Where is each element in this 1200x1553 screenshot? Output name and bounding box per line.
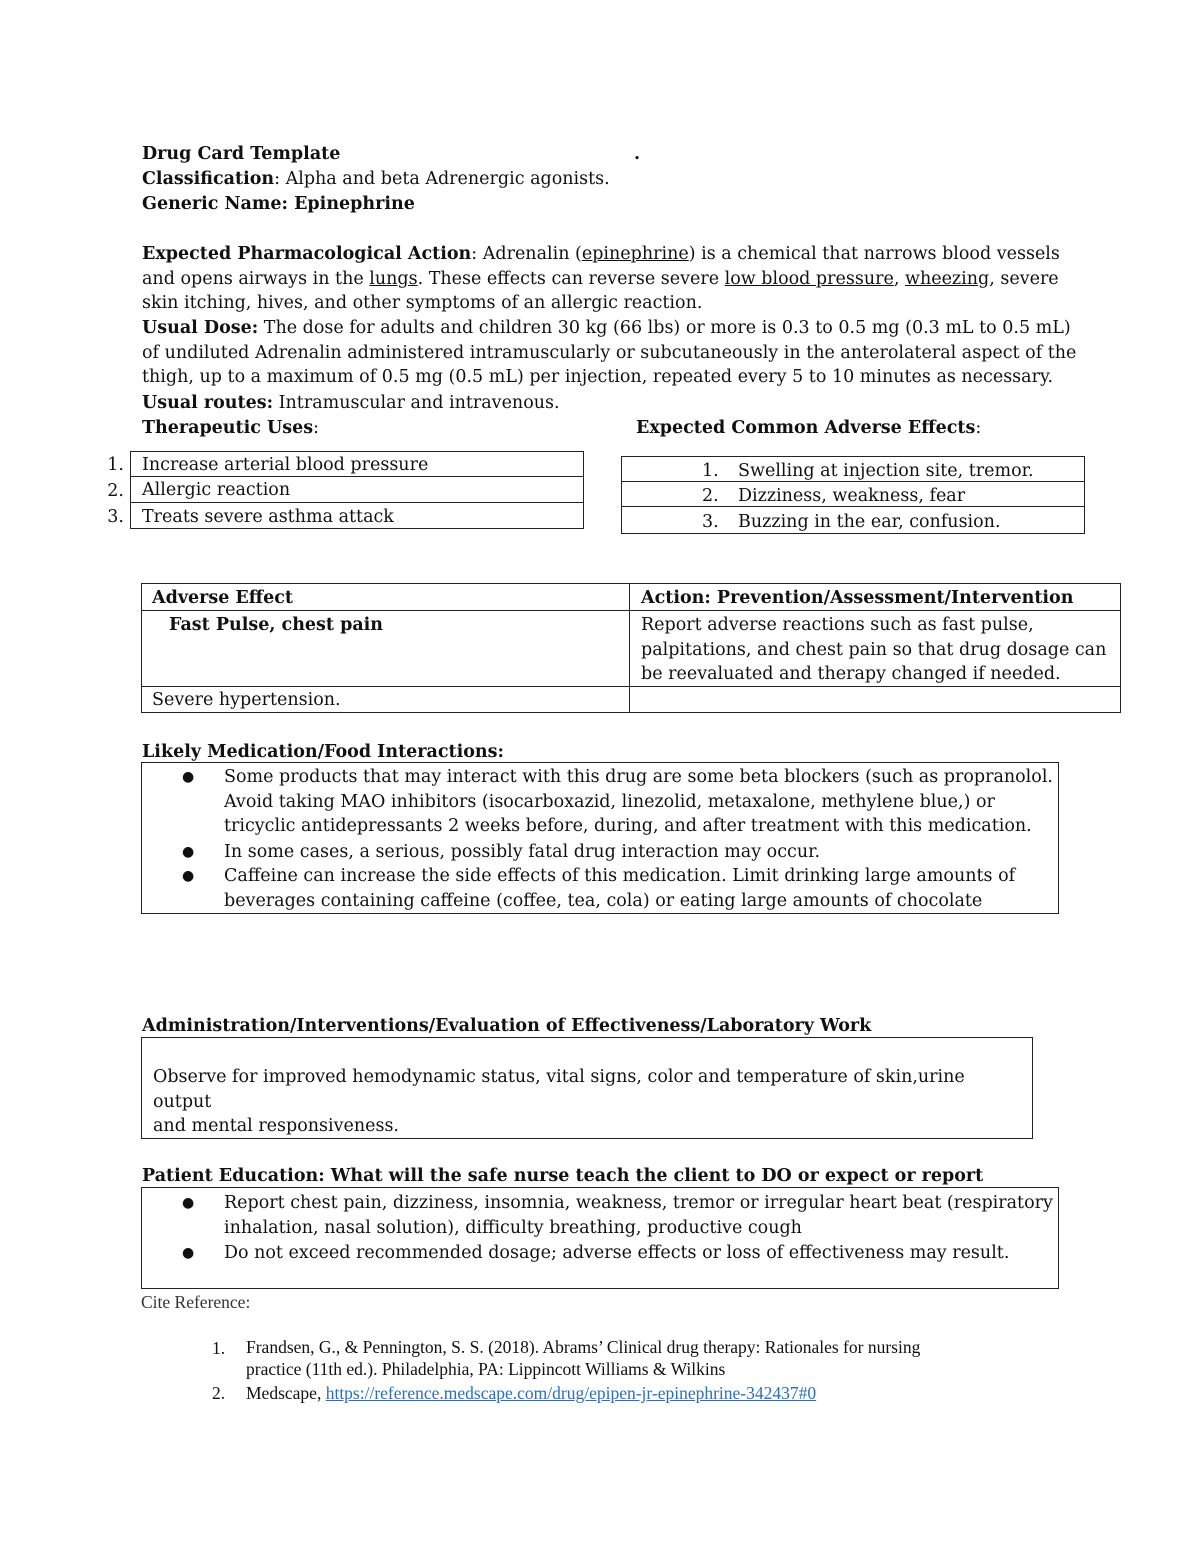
link-low-blood-pressure[interactable]: low blood pressure: [724, 268, 894, 289]
administration-box: [141, 1037, 1033, 1139]
table-header-action: Action: Prevention/Assessment/Intervention: [641, 588, 1074, 608]
classification-value: : Alpha and beta Adrenergic agonists.: [274, 169, 610, 189]
list-item: Some products that may interact with this drug are some beta blockers (such as propranolol. Avoid taking MAO inhibitors (isocarboxazid, linezolid, metaxalone, methylene blue,) or tricyclic antidepressants 2 weeks before, during, and after treatment with this medication.: [224, 767, 1053, 836]
table-cell-effect: Fast Pulse, chest pain: [169, 615, 384, 635]
link-wheezing[interactable]: wheezing: [904, 268, 990, 289]
table-row: [130, 502, 584, 529]
dose-text: thigh, up to a maximum of 0.5 mg (0.5 mL) per injection, repeated every 5 to 10 minutes as necessary.: [142, 367, 1054, 387]
table-cell-effect: Severe hypertension.: [152, 690, 341, 710]
title-dot: .: [634, 144, 641, 164]
medscape-link[interactable]: https://reference.medscape.com/drug/epipen-jr-epinephrine-342437#0: [325, 1383, 817, 1403]
bullet-icon: ●: [182, 844, 195, 860]
routes-value: Intramuscular and intravenous.: [273, 393, 560, 413]
table-row: [621, 456, 1085, 482]
administration-text: Observe for improved hemodynamic status, vital signs, color and temperature of skin,urine output and mental responsiveness.: [153, 1067, 965, 1136]
link-epinephrine[interactable]: epinephrine: [581, 244, 689, 264]
education-box: [141, 1187, 1059, 1289]
list-item: Do not exceed recommended dosage; adverse effects or loss of effectiveness may result.: [224, 1243, 1010, 1263]
list-number: 2.: [107, 481, 124, 501]
reference-item: Medscape, https://reference.medscape.com/drug/epipen-jr-epinephrine-342437#0: [246, 1383, 817, 1403]
list-item: In some cases, a serious, possibly fatal drug interaction may occur.: [224, 842, 821, 862]
classification-label: Classification: [142, 169, 275, 189]
dose-label: Usual Dose:: [142, 318, 259, 338]
action-text: , severe: [989, 268, 1059, 289]
list-item: Increase arterial blood pressure: [142, 455, 429, 475]
list-item: Allergic reaction: [142, 480, 291, 500]
education-heading: Patient Education: What will the safe nurse teach the client to DO or expect or report: [142, 1166, 984, 1186]
administration-heading: Administration/Interventions/Evaluation of Effectiveness/Laboratory Work: [142, 1016, 872, 1036]
table-row: [621, 506, 1085, 534]
interactions-box: [141, 762, 1059, 914]
reference-item: Frandsen, G., & Pennington, S. S. (2018). Abrams’ Clinical drug therapy: Rationales for nursing practice (11th ed.). Philadelphia, PA: Lippincott Williams & Wilkins: [246, 1337, 921, 1379]
action-label: Expected Pharmacological Action: [142, 244, 472, 264]
dose-text: of undiluted Adrenalin administered intramuscularly or subcutaneously in the anterolateral aspect of the: [142, 342, 1077, 363]
list-number: 1.: [702, 461, 719, 481]
list-item: Swelling at injection site, tremor.: [738, 461, 1034, 481]
table-divider: [629, 583, 630, 713]
routes-label: Usual routes:: [142, 393, 274, 413]
usual-routes: [142, 391, 560, 416]
link-lungs[interactable]: lungs: [369, 268, 418, 289]
table-row: [130, 451, 584, 477]
table-header-adverse-effect: Adverse Effect: [152, 588, 293, 608]
action-text: . These effects can reverse severe: [417, 268, 725, 289]
action-text: ,: [893, 268, 905, 289]
list-number: 3.: [107, 507, 124, 527]
table-row: [130, 476, 584, 503]
bullet-icon: ●: [182, 1195, 195, 1211]
therapeutic-uses-heading: Therapeutic Uses:: [142, 418, 320, 438]
list-item: Dizziness, weakness, fear: [738, 486, 966, 506]
references-heading: Cite Reference:: [141, 1292, 251, 1312]
list-number: 2.: [212, 1383, 226, 1403]
action-text: skin itching, hives, and other symptoms of an allergic reaction.: [142, 293, 703, 313]
generic-name: Generic Name: Epinephrine: [142, 194, 415, 214]
dose-text: The dose for adults and children 30 kg (66 lbs) or more is 0.3 to 0.5 mg (0.3 mL to 0.5 mL): [258, 318, 1071, 338]
interactions-heading: Likely Medication/Food Interactions:: [142, 742, 504, 762]
bullet-icon: ●: [182, 868, 195, 884]
list-number: 3.: [702, 512, 719, 532]
list-number: 1.: [107, 455, 124, 475]
pharmacological-action: [142, 242, 1142, 316]
adverse-effects-heading: Expected Common Adverse Effects:: [636, 418, 982, 438]
bullet-icon: ●: [182, 1245, 195, 1261]
action-text: and opens airways in the: [142, 268, 370, 289]
classification-line: [142, 167, 610, 192]
list-item: Caffeine can increase the side effects of this medication. Limit drinking large amounts of beverages containing caffeine (coffee, tea, cola) or eating large amounts of chocolate: [224, 866, 1016, 911]
list-number: 1.: [212, 1338, 226, 1358]
table-cell-action: Report adverse reactions such as fast pulse, palpitations, and chest pain so that drug dosage can be reevaluated and therapy changed if needed.: [641, 615, 1107, 684]
action-text: : Adrenalin (: [471, 244, 582, 264]
bullet-icon: ●: [182, 769, 195, 785]
page-title: Drug Card Template: [142, 144, 341, 164]
list-item: Report chest pain, dizziness, insomnia, weakness, tremor or irregular heart beat (respiratory inhalation, nasal solution), difficulty breathing, productive cough: [224, 1193, 1053, 1238]
table-row: [621, 481, 1085, 507]
action-text: ) is a chemical that narrows blood vessels: [688, 244, 1060, 264]
list-number: 2.: [702, 486, 719, 506]
list-item: Treats severe asthma attack: [142, 507, 394, 527]
list-item: Buzzing in the ear, confusion.: [738, 512, 1001, 532]
usual-dose: [142, 316, 1142, 390]
